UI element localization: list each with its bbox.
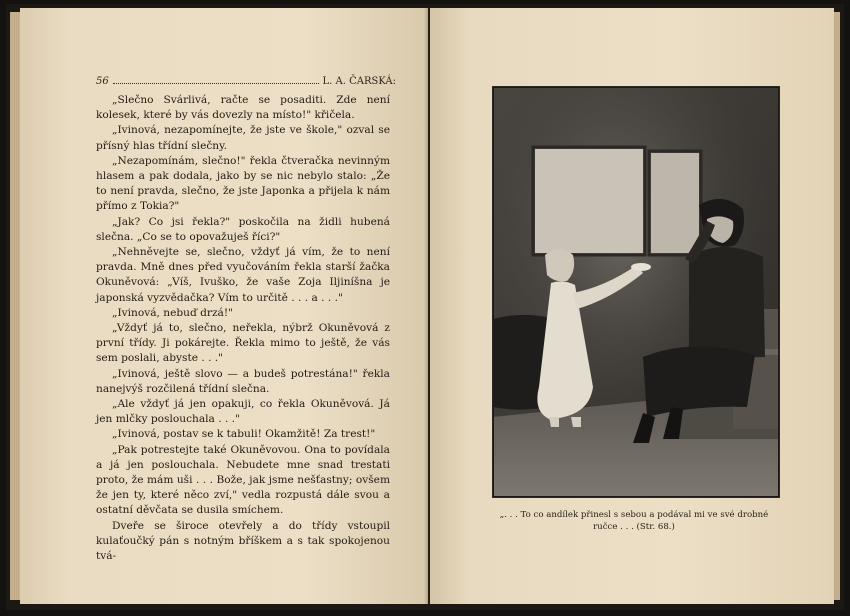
left-page [20, 8, 428, 604]
paragraph: „Vždyť já to, slečno, neřekla, nýbrž Okuněvová z první třídy. Ji pokárejte. Řekla mimo to ještě, že vás sem poslali, abyste . . ." [96, 322, 390, 365]
body-text [96, 93, 390, 564]
paragraph: Dveře se široce otevřely a do třídy vstoupil kulaťoučký pán s notným bříškem a s tak spokojenou tvá- [96, 519, 390, 563]
book-spread [6, 4, 844, 610]
paragraph: „Ivinová, nebuď drzá!" [112, 306, 234, 319]
illustration-caption: „. . . To co andílek přinesl s sebou a podával mi ve své drobné ručce . . . (Str. 68.) [499, 510, 769, 532]
illustration-girl-and-woman [493, 87, 779, 497]
paragraph: „Ivinová, ještě slovo — a budeš potrestána!" řekla nanejvýš rozčilená třídní slečna. [96, 367, 390, 395]
running-header [96, 76, 396, 87]
paragraph: „Ivinová, nezapomínejte, že jste ve škole," ozval se přísný hlas třídní slečny. [96, 124, 390, 152]
page-edges-right [834, 12, 840, 600]
paragraph: „Slečno Svárlivá, račte se posaditi. Zde není kolesek, které by vás dovezly na místo!" křičela. [96, 94, 390, 122]
paragraph: „Nezapomínám, slečno!" řekla čtveračka nevinným hlasem a pak dodala, jako by se nic nebylo stalo: „Že to není pravda, slečno, že jste Japonka a přijela k nám přímo z Tokia?" [96, 154, 390, 213]
right-page [430, 8, 834, 604]
page-number: 56 [96, 76, 109, 87]
paragraph: „Ivinová, postav se k tabuli! Okamžitě! Za trest!" [112, 428, 376, 441]
paragraph: „Pak potrestejte také Okuněvovou. Ona to povídala a já jen poslouchala. Nebudete mne snad trestati proto, že mám uši . . . Bože, jak jsme nešťastny; ovšem že jen ty, které něco zví," vedla rozpustá dále svou a ostatní děvčata se dusila smíchem. [96, 443, 390, 517]
header-leader-dots [113, 83, 319, 84]
paragraph: „Nehněvejte se, slečno, vždyť já vím, že to není pravda. Mně dnes před vyučováním řekla starší žačka Okuněvová: „Víš, Ivuško, že vaše Zoja Iljiníšna je japonská vyzvědačka? Vím to určitě . . . a . . ." [96, 246, 390, 304]
illustration-plate [492, 86, 780, 498]
running-head-author: L. A. ČARSKÁ: [322, 76, 396, 87]
paragraph: „Jak? Co jsi řekla?" poskočila na židli hubená slečna. „Co se to opovažuješ říci?" [96, 215, 390, 243]
paragraph: „Ale vždyť já jen opakuji, co řekla Okuněvová. Já jen mlčky poslouchala . . ." [96, 398, 390, 426]
